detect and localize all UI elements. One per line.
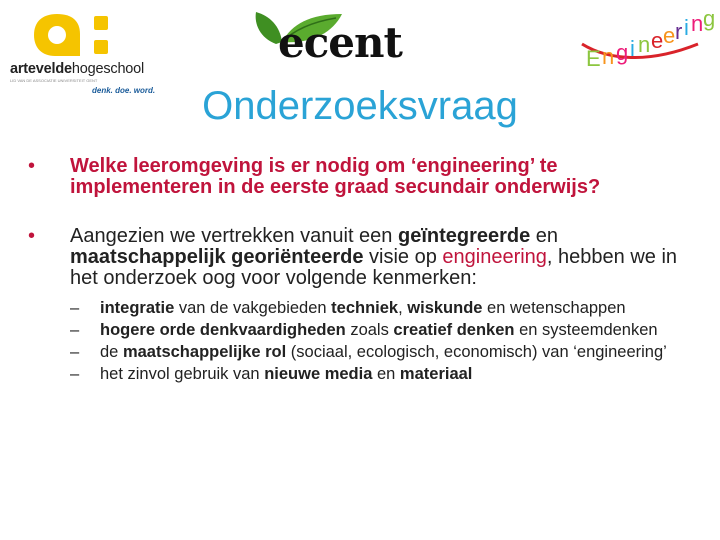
text-run: en bbox=[372, 365, 400, 383]
eng-letter: E bbox=[586, 46, 601, 71]
artevelde-name: arteveldehogeschool bbox=[10, 61, 145, 77]
artevelde-logo bbox=[10, 8, 170, 93]
ecent-wordmark: ecent bbox=[278, 18, 402, 67]
slide-title: Onderzoeksvraag bbox=[202, 84, 518, 128]
ecent-logo bbox=[252, 8, 452, 68]
text-run-bold: wiskunde bbox=[407, 299, 483, 317]
bullet-context bbox=[28, 226, 688, 289]
text-run: de bbox=[100, 343, 123, 361]
text-run-bold: creatief denken bbox=[393, 321, 515, 339]
bullet-icon: • bbox=[28, 225, 36, 247]
research-question: Welke leeromgeving is er nodig om ‘engineering’ te implementeren in de eerste graad secundair onderwijs? bbox=[70, 155, 601, 198]
text-run-bold: hogere orde denkvaardigheden bbox=[100, 321, 346, 339]
text-run: en systeemdenken bbox=[514, 321, 658, 339]
eng-letter: e bbox=[663, 23, 676, 48]
eng-letter: n bbox=[602, 44, 615, 69]
list-item bbox=[28, 299, 688, 317]
dash-icon: – bbox=[70, 299, 80, 317]
text-run-bold: maatschappelijke rol bbox=[122, 343, 287, 361]
bullet-question bbox=[28, 156, 688, 198]
dash-icon: – bbox=[70, 343, 80, 361]
list-item bbox=[28, 321, 688, 339]
text-run: , bbox=[398, 299, 408, 317]
characteristics-list bbox=[28, 299, 688, 383]
text-run-bold: techniek bbox=[331, 299, 399, 317]
text-run: zoals bbox=[345, 321, 394, 339]
text-run: , hebben we in het onderzoek oog voor volgende kenmerken: bbox=[70, 246, 678, 289]
artevelde-colon-icon bbox=[94, 16, 108, 56]
text-run: het zinvol gebruik van bbox=[100, 365, 265, 383]
artevelde-subtitle: LID VAN DE ASSOCIATIE UNIVERSITEIT GENT bbox=[10, 78, 98, 83]
dash-icon: – bbox=[70, 321, 80, 339]
eng-letter: n bbox=[638, 32, 651, 57]
text-run: en wetenschappen bbox=[482, 299, 626, 317]
text-run-bold: materiaal bbox=[399, 365, 473, 383]
text-run: (sociaal, ecologisch, economisch) van ‘engineering’ bbox=[286, 343, 667, 361]
eng-letter: n bbox=[691, 11, 704, 36]
eng-letter: i bbox=[684, 15, 689, 40]
list-item bbox=[28, 365, 688, 383]
bullet-icon: • bbox=[28, 155, 36, 177]
eng-letter: r bbox=[675, 19, 683, 44]
text-run-bold: maatschappelijk georiënteerde bbox=[70, 246, 364, 268]
text-run: van de vakgebieden bbox=[174, 299, 332, 317]
text-run-bold: nieuwe media bbox=[264, 365, 373, 383]
eng-letter: g bbox=[616, 40, 629, 65]
dash-icon: – bbox=[70, 365, 80, 383]
text-run: Aangezien we vertrekken vanuit een bbox=[70, 225, 398, 247]
eng-letter: g bbox=[703, 6, 716, 31]
eng-letter: e bbox=[651, 28, 664, 53]
text-run: en bbox=[530, 225, 559, 247]
text-run-bold: integratie bbox=[100, 299, 175, 317]
artevelde-a-icon bbox=[32, 12, 82, 58]
text-run: visie op bbox=[363, 246, 443, 268]
text-run-bold: geïntegreerde bbox=[397, 225, 531, 247]
list-item bbox=[28, 343, 688, 361]
eng-letter: i bbox=[630, 36, 635, 61]
engineering-logo bbox=[578, 4, 718, 80]
artevelde-tagline: denk. doe. word. bbox=[92, 86, 156, 95]
text-run-highlight: engineering bbox=[442, 246, 547, 268]
slide-body bbox=[28, 156, 688, 387]
